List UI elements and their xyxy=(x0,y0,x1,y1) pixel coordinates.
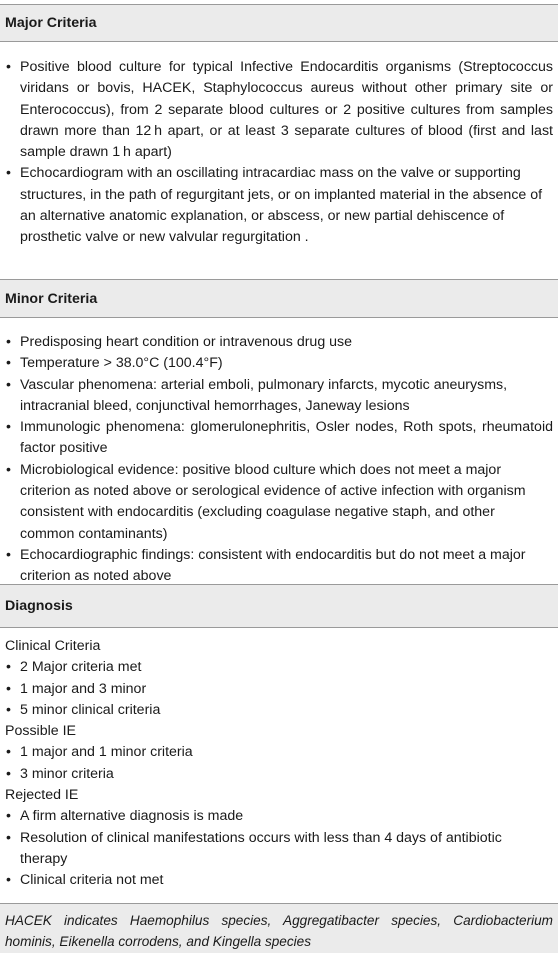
possible-ie-label: Possible IE xyxy=(5,723,76,740)
clinical-criteria-list xyxy=(5,657,553,721)
list-item: • 3 minor criteria xyxy=(5,764,553,785)
diagnosis-header xyxy=(0,584,558,628)
footnote-text: HACEK indicates Haemophilus species, Aggregatibacter species, Cardiobacterium hominis, Eikenella corrodens, and Kingella species xyxy=(5,913,553,949)
major-criteria-header xyxy=(0,4,558,42)
list-item: • 1 major and 1 minor criteria xyxy=(5,742,553,763)
rejected-ie-list xyxy=(5,806,553,891)
major-criteria-body xyxy=(0,42,558,279)
minor-criteria-list xyxy=(5,332,553,588)
list-item: • 5 minor clinical criteria xyxy=(5,700,553,721)
list-item: • Predisposing heart condition or intravenous drug use xyxy=(5,332,553,353)
minor-criteria-body xyxy=(0,318,558,584)
list-item: • Echocardiogram with an oscillating intracardiac mass on the valve or supporting structures, in the path of regurgitant jets, or on implanted material in the absence of an alternative anatomic explanation, or abscess, or new partial dehiscence of prosthetic valve or new valvular regurgitation . xyxy=(5,163,553,248)
list-item: • A firm alternative diagnosis is made xyxy=(5,806,553,827)
major-criteria-title: Major Criteria xyxy=(5,15,97,31)
list-item: • Microbiological evidence: positive blood culture which does not meet a major criterion as noted above or serological evidence of active infection with organism consistent with endocarditis (excluding coagulase negative staph, and other common contaminants) xyxy=(5,460,553,545)
diagnosis-body xyxy=(0,628,558,903)
rejected-ie-label: Rejected IE xyxy=(5,787,79,804)
list-item: • Immunologic phenomena: glomerulonephritis, Osler nodes, Roth spots, rheumatoid factor positive xyxy=(5,417,553,460)
possible-ie-list xyxy=(5,742,553,785)
list-item: • Resolution of clinical manifestations occurs with less than 4 days of antibiotic therapy xyxy=(5,828,553,871)
table-footnote xyxy=(0,903,558,953)
minor-criteria-header xyxy=(0,279,558,318)
diagnosis-title: Diagnosis xyxy=(5,598,73,614)
list-item: • Vascular phenomena: arterial emboli, pulmonary infarcts, mycotic aneurysms, intracranial bleed, conjunctival hemorrhages, Janeway lesions xyxy=(5,375,553,418)
list-item: • Temperature > 38.0°C (100.4°F) xyxy=(5,353,553,374)
list-item: • 2 Major criteria met xyxy=(5,657,553,678)
list-item: • 1 major and 3 minor xyxy=(5,679,553,700)
criteria-table xyxy=(0,4,558,953)
minor-criteria-title: Minor Criteria xyxy=(5,290,98,307)
list-item: • Positive blood culture for typical Infective Endocarditis organisms (Streptococcus viridans or bovis, HACEK, Staphylococcus aureus without other primary site or Enterococcus), from 2 separate blood cultures or 2 positive cultures from samples drawn more than 12 h apart, or at least 3 separate cultures of blood (first and last sample drawn 1 h apart) xyxy=(5,57,553,163)
major-criteria-list xyxy=(5,57,553,249)
clinical-criteria-label: Clinical Criteria xyxy=(5,638,101,654)
list-item: • Clinical criteria not met xyxy=(5,870,553,891)
list-item: • Echocardiographic findings: consistent with endocarditis but do not meet a major criterion as noted above xyxy=(5,545,553,588)
